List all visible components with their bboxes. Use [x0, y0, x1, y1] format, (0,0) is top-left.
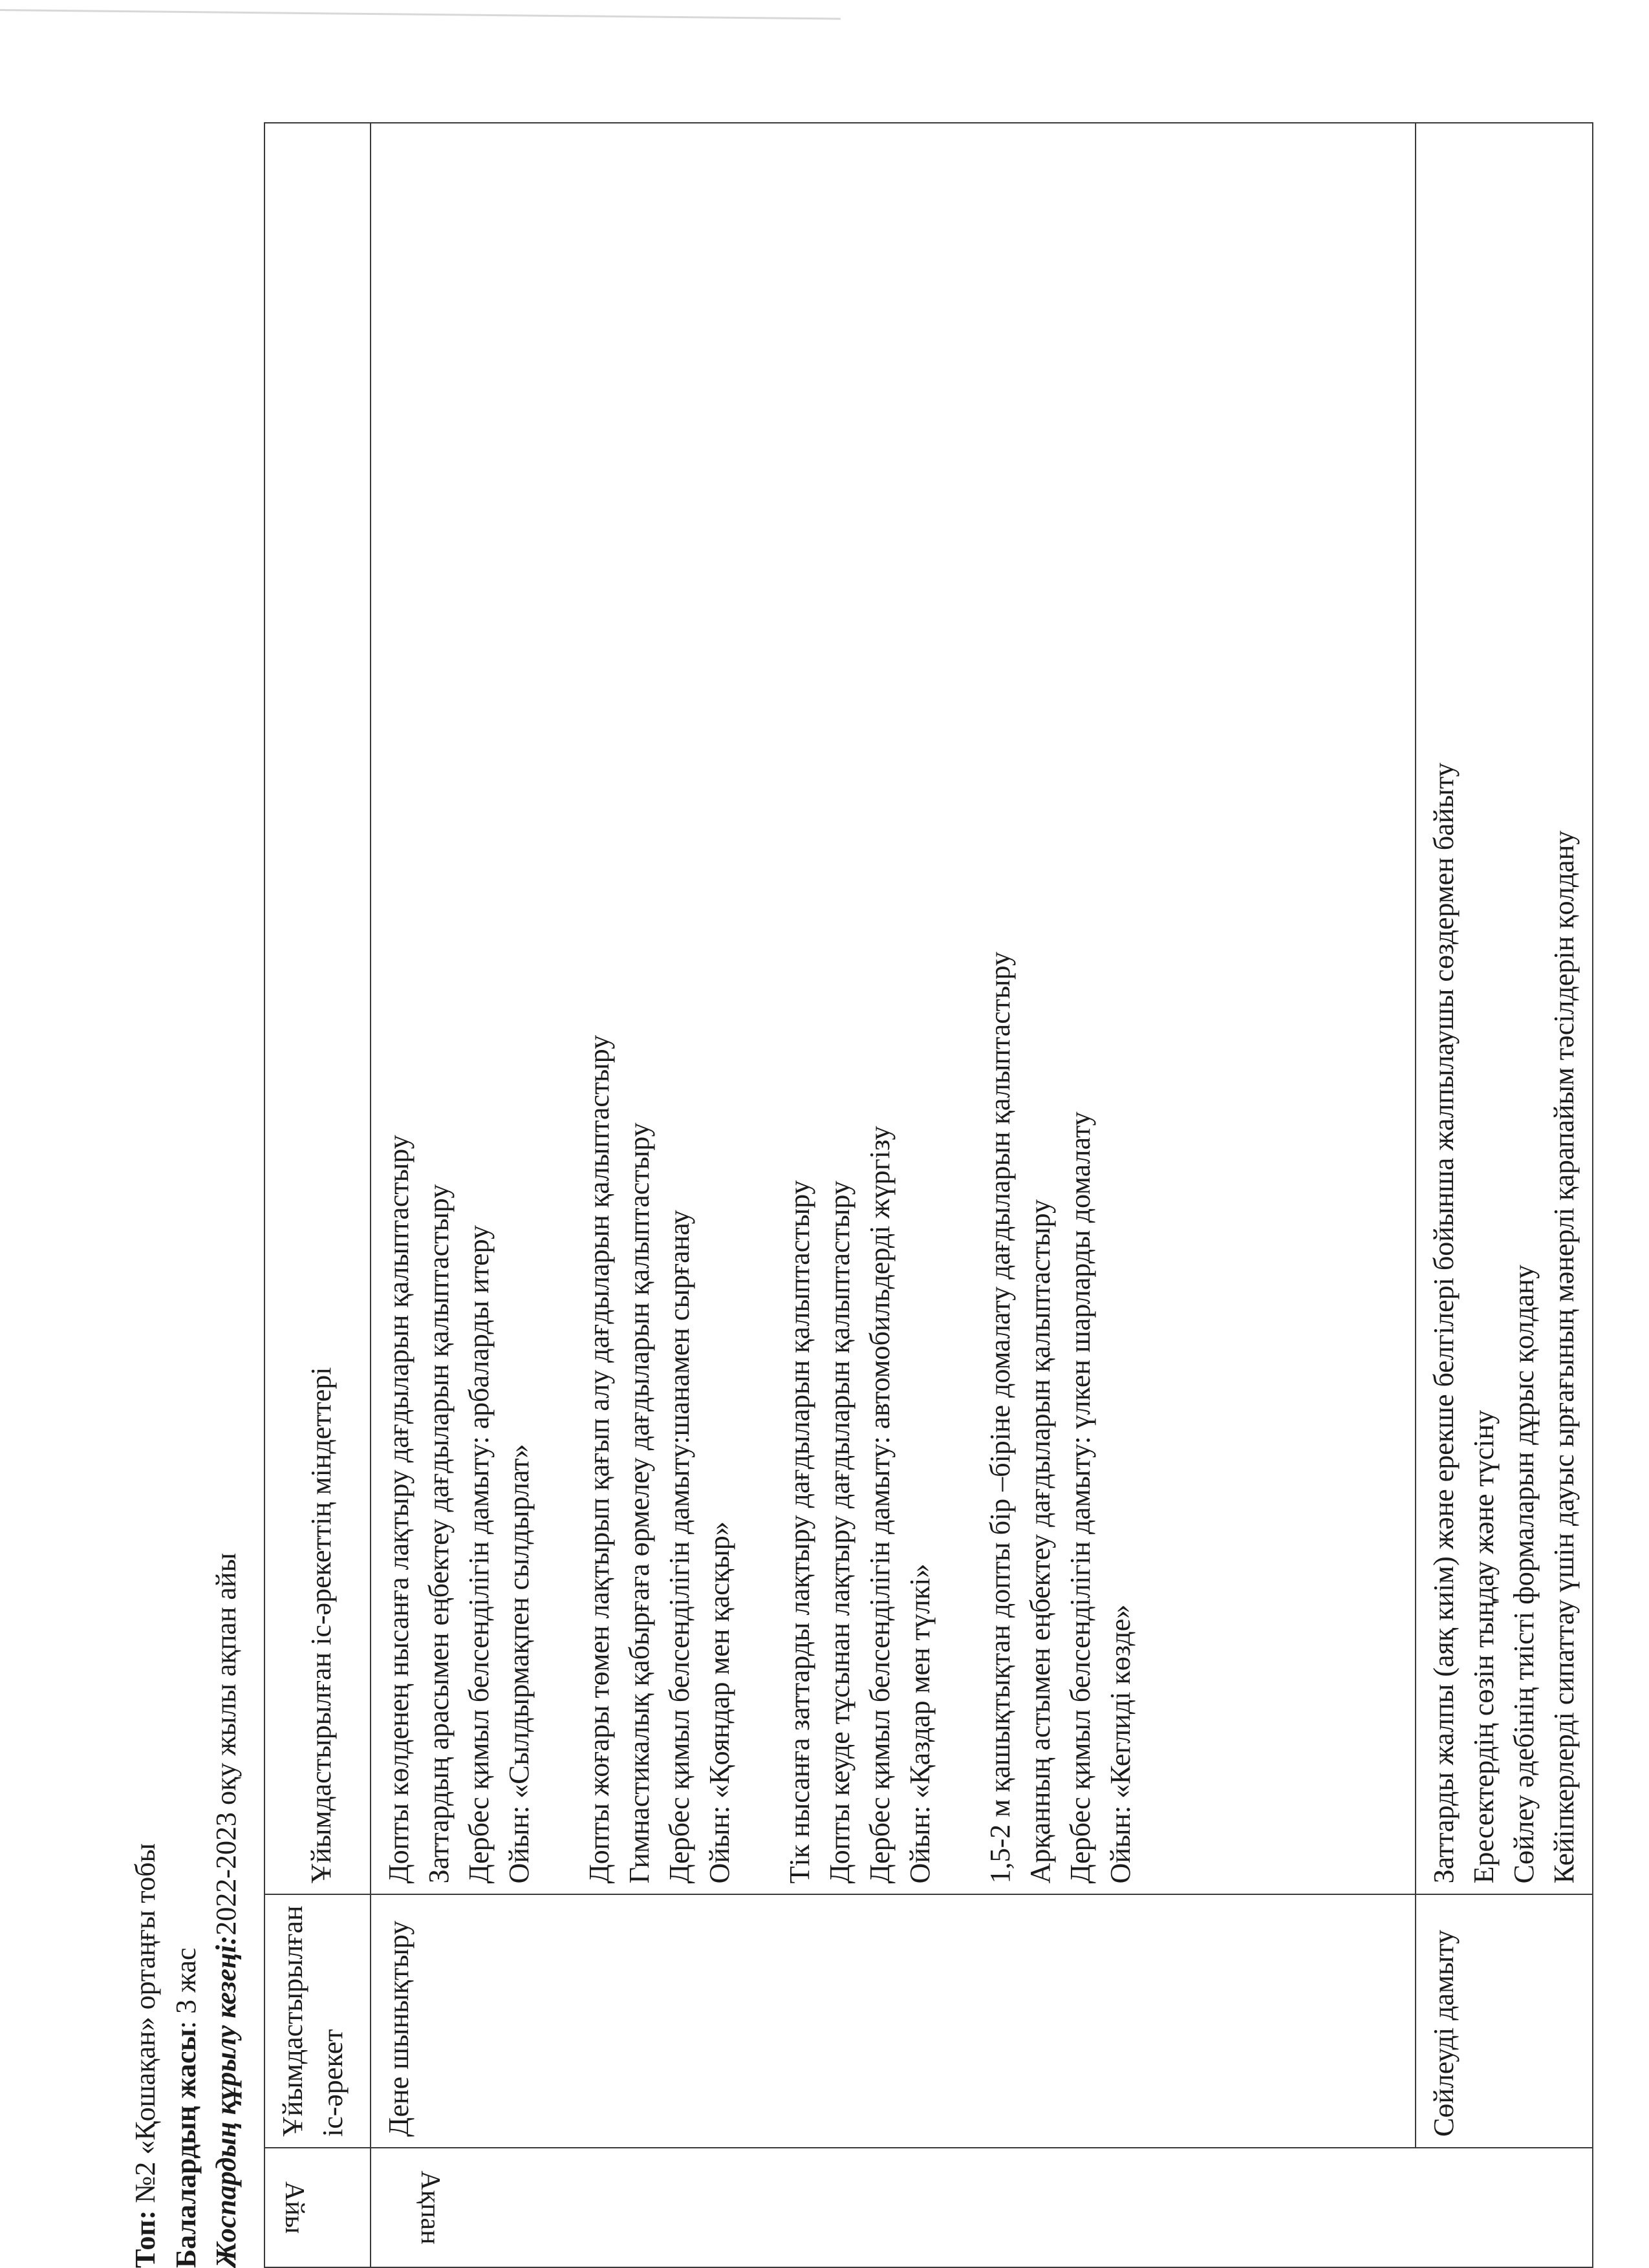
- task-line: Дербес қимыл белсенділігін дамыту: арбаларды итеру: [463, 1225, 495, 1884]
- task-line: Кейіпкерлерді сипаттау үшін дауыс ырғағының мәнерлі қарапайым тәсілдерін қолдану: [1548, 830, 1580, 1884]
- task-line: 1,5-2 м қашықтықтан допты бір –біріне домалату дағдыларын қалыптастыру: [984, 952, 1016, 1884]
- age-label: Балалардың жасы: [170, 2029, 202, 2268]
- task-line: Гимнастикалық қабырғаға өрмелеу дағдыларын қалыптастыру: [623, 1122, 655, 1884]
- tasks-cell: [1416, 123, 1593, 1894]
- task-line: Ересектердің сөзін тыңдау және түсіну: [1468, 1409, 1500, 1884]
- activity-header: Ұйымдастырылған іс-әрекет: [264, 1894, 371, 2148]
- task-line: Ойын: «Қаздар мен түлкі»: [904, 1563, 936, 1884]
- task-line: Допты көлденең нысанға лақтыру дағдыларын қалыптастыру: [383, 1135, 415, 1884]
- age-line: [167, 1947, 206, 2268]
- task-line: Ойын: «Кеглиді көзде»: [1105, 1604, 1136, 1884]
- table-row: [1416, 123, 1593, 2267]
- period-value: 2022-2023 оқу жылы ақпан айы: [210, 1552, 242, 1936]
- task-line: Заттарды жалпы (аяқ киім) және ерекше белгілері бойынша жалпылаушы сөздермен байыту: [1428, 762, 1460, 1884]
- group-label: Топ:: [129, 2210, 161, 2268]
- month-value: Ақпан: [415, 2170, 445, 2245]
- group-value: №2 «Қошақан» ортаңғы тобы: [129, 1843, 161, 2203]
- tasks-header-text: Ұйымдастырылған іс-әрекеттің міндеттері: [305, 1367, 337, 1884]
- month-cell: [371, 2148, 1593, 2267]
- age-value: : 3 жас: [170, 1947, 202, 2029]
- task-line: Сөйлеу әдебінің тиісті формаларын дұрыс қолдану: [1508, 1265, 1540, 1884]
- task-line: Допты кеуде тұсынан лақтыру дағдыларын қалыптастыру: [824, 1181, 856, 1884]
- task-line: Тік нысанға заттарды лақтыру дағдыларын қалыптастыру: [784, 1180, 815, 1884]
- task-line: Дербес қимыл белсенділігін дамыту: үлкен шарларды домалату: [1064, 1111, 1096, 1884]
- group-line: [126, 1843, 165, 2268]
- task-line: Дербес қимыл белсенділігін дамыту:шанамен сырғанау: [663, 1210, 695, 1884]
- table-header-row: [264, 123, 371, 2267]
- month-header-cell: [264, 2148, 371, 2267]
- month-header: Айы: [279, 2181, 309, 2234]
- tasks-cell: [371, 123, 1416, 1894]
- period-label: Жоспардың құрылу кезеңі:: [210, 1935, 242, 2268]
- task-line: Допты жоғары төмен лақтырып қағып алу дағдыларын қалыптастыру: [583, 1034, 615, 1884]
- plan-table: [264, 122, 1593, 2268]
- period-line: [207, 1553, 246, 2268]
- task-line: Дербес қимыл белсенділігін дамыту: автомобильдерді жүргізу: [864, 1126, 896, 1884]
- task-line: Ойын: «Сылдырмақпен сылдырлат»: [503, 1444, 535, 1884]
- activity-cell: Сөйлеуді дамыту: [1416, 1894, 1593, 2148]
- task-line: Заттардың арасымен еңбектеу дағдыларын қалыптастыру: [423, 1184, 455, 1884]
- task-line: Арқанның астымен еңбектеу дағдыларын қалыптастыру: [1024, 1199, 1056, 1884]
- tasks-header: [264, 123, 371, 1894]
- table-row: [371, 123, 1416, 2267]
- task-line: Ойын: «Қояндар мен қасқыр»: [704, 1521, 735, 1884]
- activity-cell: Дене шынықтыру: [371, 1894, 1416, 2148]
